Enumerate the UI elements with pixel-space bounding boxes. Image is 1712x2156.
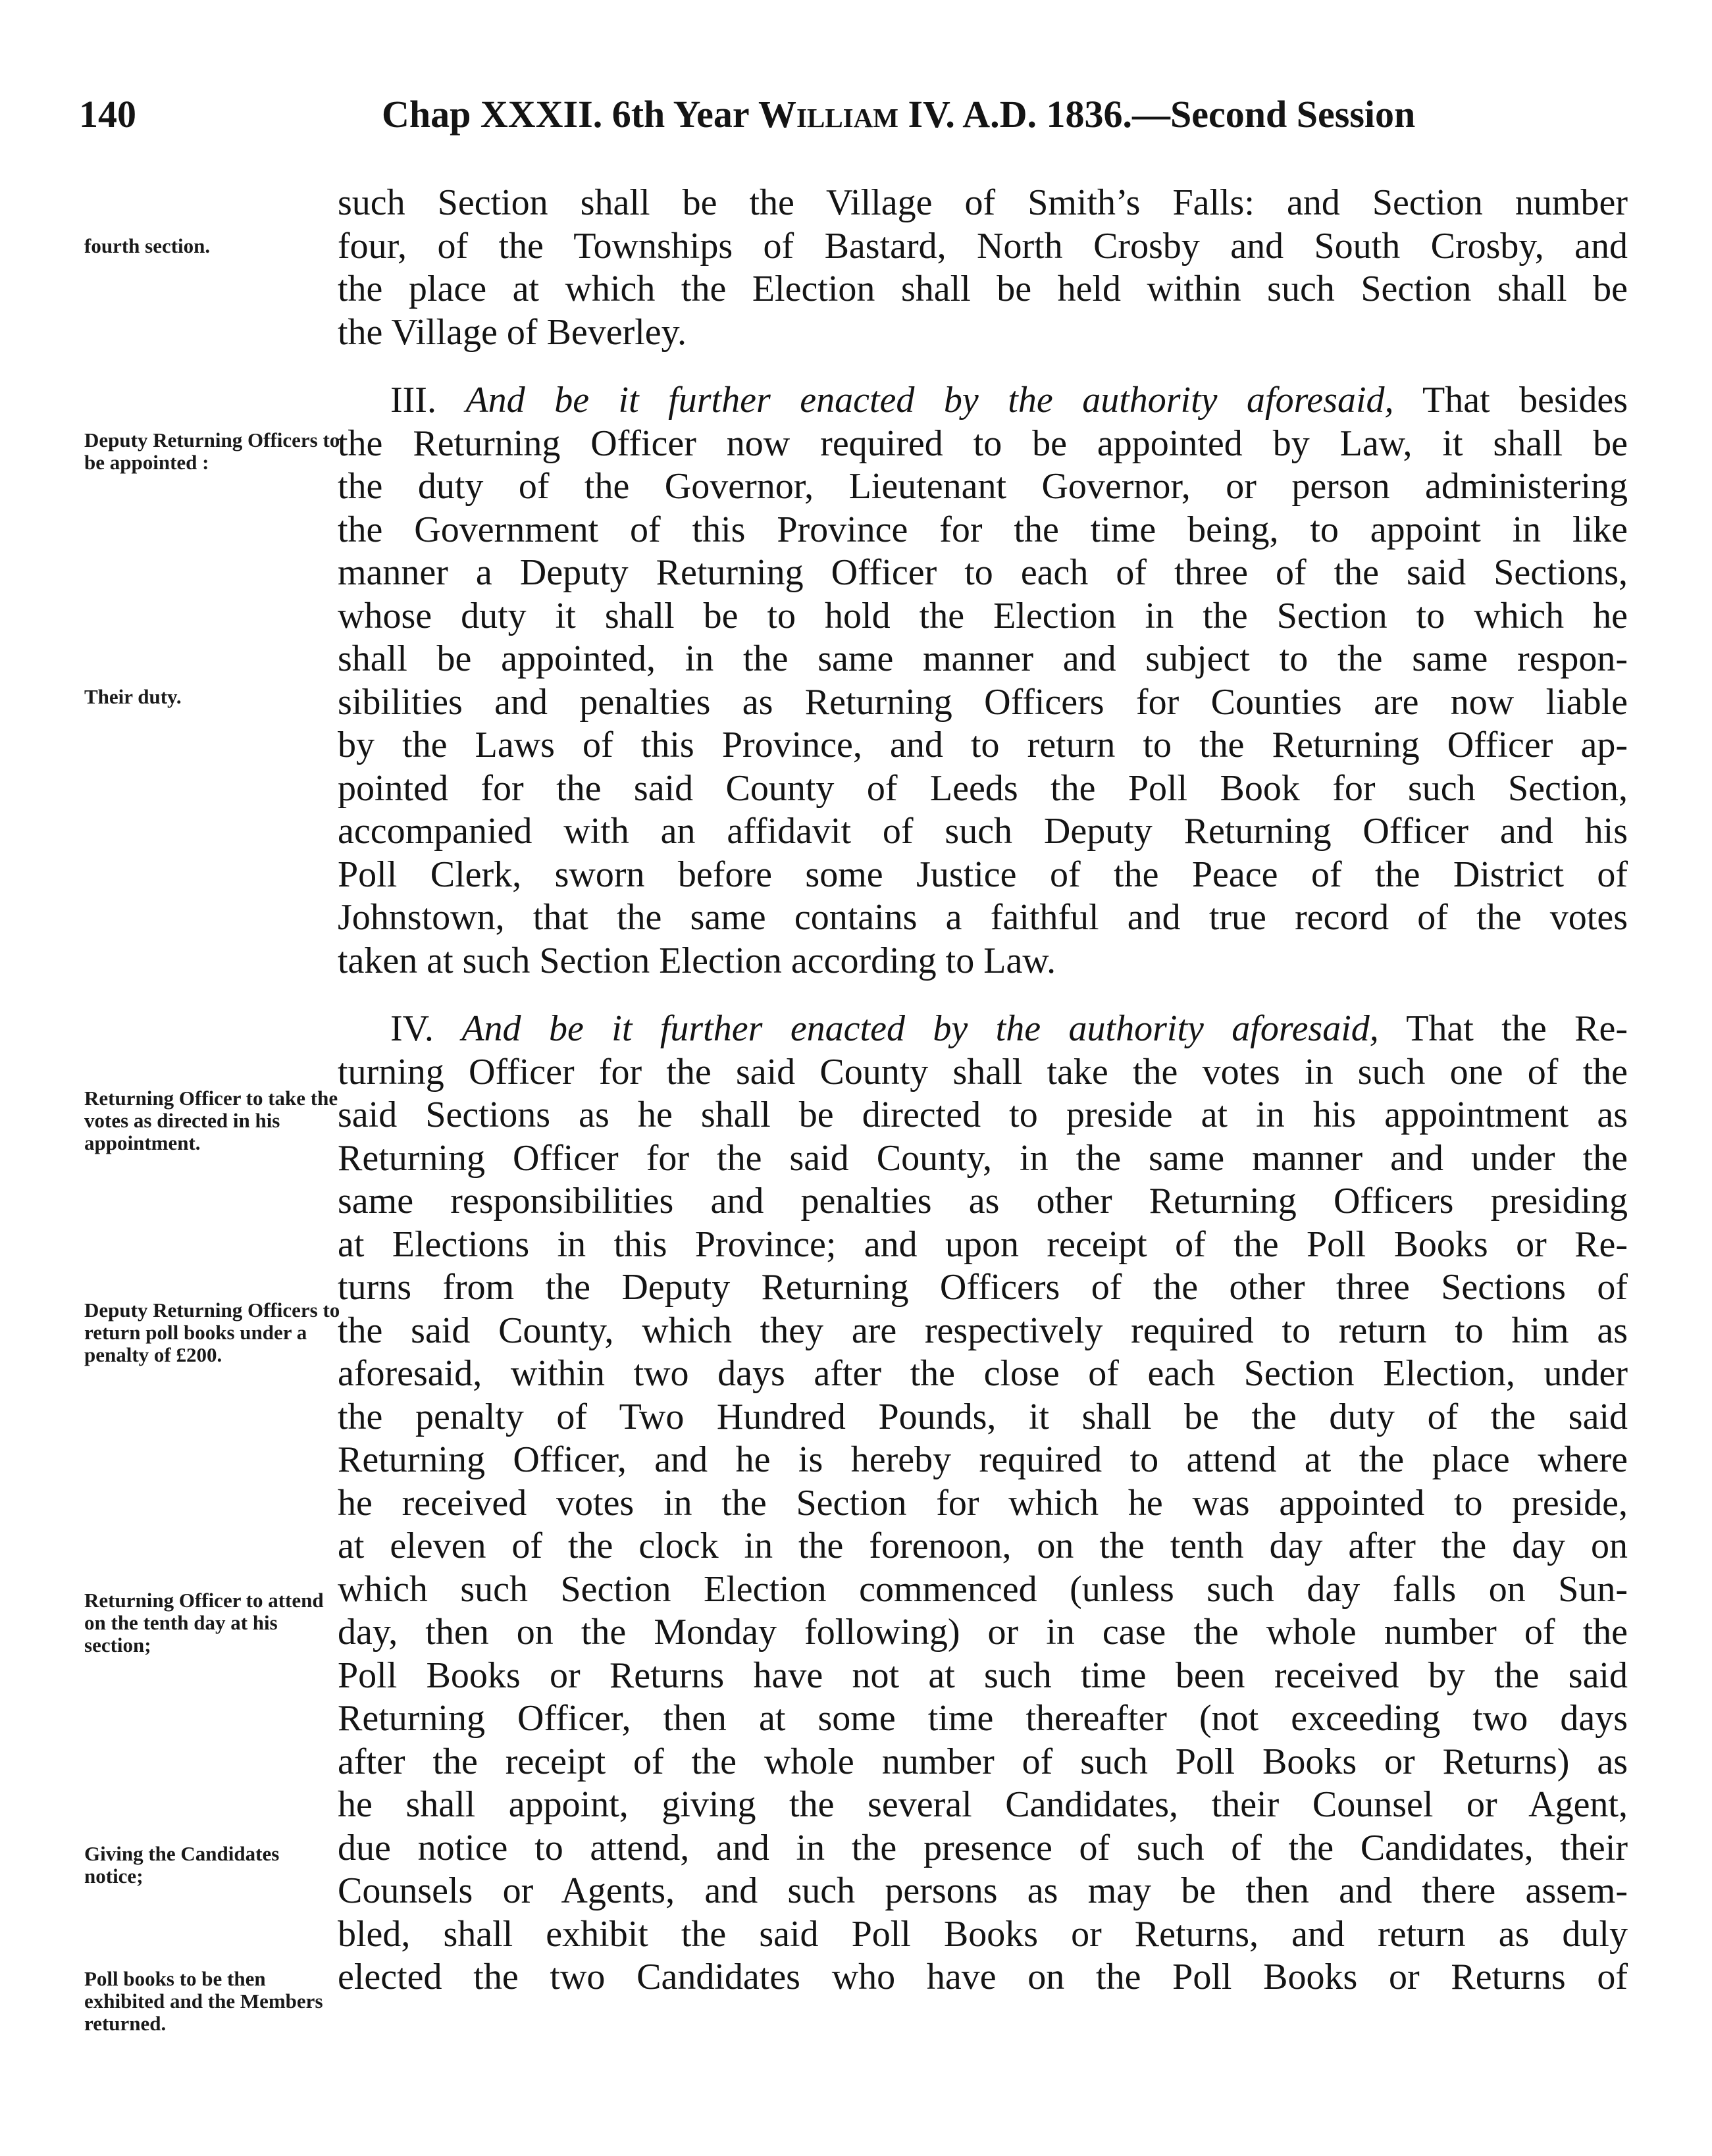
text-line: turning Officer for the said County shall take the votes in such one of the [338, 1051, 1628, 1092]
statute-text [338, 182, 1628, 1999]
section-4-enacting-clause: And be it further enacted by the authority aforesaid, [461, 1008, 1379, 1049]
margin-note-deputy-appointed: Deputy Returning Officers to be appointed : [84, 428, 340, 474]
page-number: 140 [79, 93, 136, 136]
text-line: said Sections as he shall be directed to preside at in his appointment as [338, 1094, 1628, 1135]
section-spacer [338, 983, 1628, 1008]
margin-note-poll-books-exhibited: Poll books to be then exhibited and the Members returned. [84, 1967, 323, 2035]
text-line: the said County, which they are respectively required to return to him as [338, 1310, 1628, 1351]
text-line: Returning Officer, and he is hereby required to attend at the place where [338, 1439, 1628, 1480]
text-line: Returning Officer for the said County, in the same manner and under the [338, 1137, 1628, 1179]
margin-notes [84, 0, 341, 2156]
section-3-numeral: III. [390, 380, 466, 421]
text-line: the Returning Officer now required to be appointed by Law, it shall be [338, 423, 1628, 464]
text-line: the Village of Beverley. [338, 311, 687, 353]
text-line: at eleven of the clock in the forenoon, on the tenth day after the day on [338, 1526, 1628, 1566]
text-line: he received votes in the Section for which he was appointed to preside, [338, 1482, 1628, 1524]
text-line: accompanied with an affidavit of such Deputy Returning Officer and his [338, 811, 1628, 852]
text-line: he shall appoint, giving the several Candidates, their Counsel or Agent, [338, 1784, 1628, 1825]
section-4-opening-rest: That the Re- [1378, 1008, 1628, 1049]
section-3-opening-line [338, 379, 1628, 423]
text-line: turns from the Deputy Returning Officers of the other three Sections of [338, 1267, 1628, 1308]
text-line: elected the two Candidates who have on the Poll Books or Returns of [338, 1957, 1628, 1997]
text-line: the place at which the Election shall be held within such Section shall be [338, 269, 1628, 309]
text-line: four, of the Townships of Bastard, North Crosby and South Crosby, and [338, 225, 1628, 267]
text-line: whose duty it shall be to hold the Election in the Section to which he [338, 595, 1628, 636]
margin-note-returning-officer-votes: Returning Officer to take the votes as directed in his appointment. [84, 1087, 338, 1154]
text-line: taken at such Section Election according to Law. [338, 940, 1056, 981]
margin-note-fourth-section: fourth section. [84, 234, 211, 257]
text-line: by the Laws of this Province, and to return to the Returning Officer ap- [338, 725, 1628, 765]
text-line: such Section shall be the Village of Smith’s Falls: and Section number [338, 182, 1628, 223]
text-line: the penalty of Two Hundred Pounds, it shall be the duty of the said [338, 1396, 1628, 1437]
text-line: Poll Books or Returns have not at such time been received by the said [338, 1655, 1628, 1696]
running-head-chapter: Chap XXXII. 6th Year [382, 93, 759, 136]
text-line: aforesaid, within two days after the close of each Section Election, under [338, 1353, 1628, 1394]
section-3-enacting-clause: And be it further enacted by the authority aforesaid, [465, 380, 1394, 421]
text-line: shall be appointed, in the same manner and subject to the same respon- [338, 638, 1628, 679]
text-line: Johnstown, that the same contains a faithful and true record of the votes [338, 897, 1628, 938]
margin-note-candidates-notice: Giving the Candidates notice; [84, 1842, 280, 1887]
text-line: sibilities and penalties as Returning Officers for Counties are now liable [338, 681, 1628, 723]
text-line: the duty of the Governor, Lieutenant Governor, or person administering [338, 466, 1628, 507]
text-line: due notice to attend, and in the presence of such of the Candidates, their [338, 1827, 1628, 1868]
text-line: at Elections in this Province; and upon receipt of the Poll Books or Re- [338, 1223, 1628, 1265]
text-line: bled, shall exhibit the said Poll Books or Returns, and return as duly [338, 1913, 1628, 1955]
section-3-opening-rest: That besides [1393, 380, 1628, 421]
running-head-king: William [758, 93, 898, 136]
section-spacer [338, 354, 1628, 379]
running-head-session: IV. A.D. 1836.—Second Session [898, 93, 1416, 136]
text-line: Poll Clerk, sworn before some Justice of the Peace of the District of [338, 854, 1628, 895]
text-line: which such Section Election commenced (unless such day falls on Sun- [338, 1568, 1628, 1610]
text-line: day, then on the Monday following) or in case the whole number of the [338, 1612, 1628, 1653]
section-4-numeral: IV. [390, 1008, 462, 1049]
margin-note-tenth-day: Returning Officer to attend on the tenth day at his section; [84, 1589, 324, 1656]
margin-note-deputy-penalty: Deputy Returning Officers to return poll books under a penalty of £200. [84, 1298, 340, 1366]
text-line: after the receipt of the whole number of such Poll Books or Returns) as [338, 1741, 1628, 1782]
section-2-continuation [338, 182, 1628, 354]
section-4 [338, 1008, 1628, 1999]
section-4-opening-line [338, 1008, 1628, 1051]
text-line: manner a Deputy Returning Officer to each of three of the said Sections, [338, 552, 1628, 593]
margin-note-their-duty: Their duty. [84, 685, 182, 708]
text-line: pointed for the said County of Leeds the Poll Book for such Section, [338, 767, 1628, 809]
text-line: Counsels or Agents, and such persons as may be then and there assem- [338, 1870, 1628, 1911]
running-head [382, 92, 1415, 136]
section-3 [338, 379, 1628, 983]
text-line: the Government of this Province for the time being, to appoint in like [338, 509, 1628, 550]
text-line: same responsibilities and penalties as other Returning Officers presiding [338, 1181, 1628, 1221]
text-line: Returning Officer, then at some time thereafter (not exceeding two days [338, 1698, 1628, 1739]
